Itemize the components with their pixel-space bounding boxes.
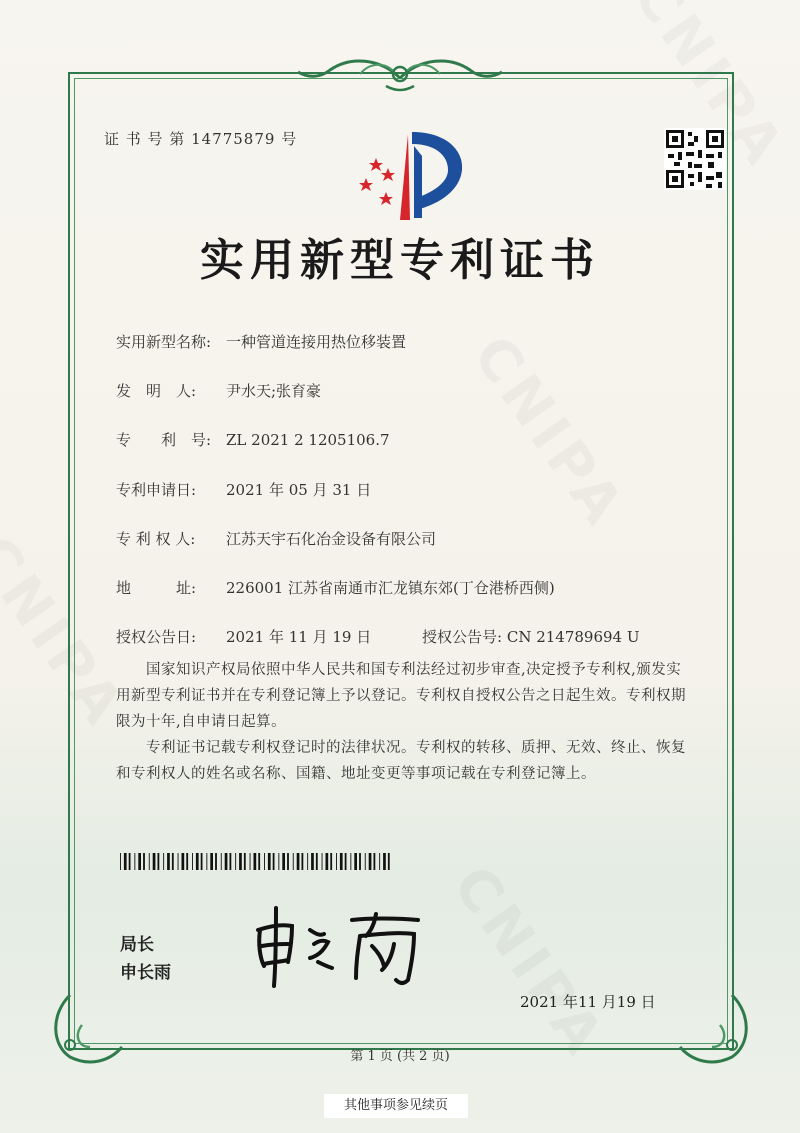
field-value: 2021 年 05 月 31 日 (226, 481, 372, 499)
barcode-icon (120, 853, 390, 870)
cert-suffix: 号 (281, 130, 298, 148)
cert-number-value: 14775879 (191, 130, 276, 148)
director-name: 申长雨 (120, 963, 171, 983)
field-label: 发 明 人: (116, 382, 197, 400)
certificate-number (104, 128, 297, 149)
field-value: 2021 年 11 月 19 日 (226, 628, 372, 646)
body-paragraph: 国家知识产权局依照中华人民共和国专利法经过初步审查,决定授予专利权,颁发实用新型专利证书并在专利登记簿上予以登记。专利权自授权公告之日起生效。专利权期限为十年,自申请日起算。 (116, 662, 686, 730)
field-inventor (116, 380, 321, 401)
page-indicator: 第 1 页 (共 2 页) (350, 1049, 450, 1064)
qr-code-icon (664, 128, 726, 190)
cert-label: 证 书 号 第 (104, 130, 186, 148)
field-value: CN 214789694 U (506, 628, 640, 646)
field-label: 地 址: (116, 579, 197, 597)
certificate-title: 实用新型专利证书 (200, 235, 600, 286)
field-value: 江苏天宇石化冶金设备有限公司 (226, 530, 437, 548)
body-paragraph: 专利证书记载专利权登记时的法律状况。专利权的转移、质押、无效、终止、恢复和专利权人的姓名或名称、国籍、地址变更等事项记载在专利登记簿上。 (116, 740, 686, 782)
field-label: 授权公告日: (116, 628, 197, 646)
field-value: 一种管道连接用热位移装置 (226, 333, 407, 351)
field-patentee (116, 528, 436, 549)
field-filing-date (116, 479, 371, 500)
field-label: 专 利 号: (116, 431, 212, 449)
field-value: 226001 江苏省南通市汇龙镇东郊(丁仓港桥西侧) (226, 579, 555, 597)
director-title: 局长 (120, 935, 154, 955)
field-label: 授权公告号: (422, 628, 503, 646)
field-label: 专利申请日: (116, 481, 197, 499)
issue-date: 2021 年11 月19 日 (520, 993, 656, 1011)
footer-note: 其他事项参见续页 (324, 1094, 468, 1118)
field-patent-number (116, 429, 390, 450)
field-address (116, 577, 555, 598)
field-value: 尹水天;张育豪 (226, 382, 322, 400)
field-label: 实用新型名称: (116, 333, 212, 351)
field-grant-number (422, 626, 640, 647)
cnipa-logo-icon (352, 128, 472, 222)
signature-icon (248, 900, 428, 992)
field-label: 专 利 权 人: (116, 530, 196, 548)
field-grant-date (116, 626, 371, 647)
top-ornament-icon (290, 48, 510, 96)
field-value: ZL 2021 2 1205106.7 (226, 431, 390, 449)
field-utility-name (116, 331, 406, 352)
